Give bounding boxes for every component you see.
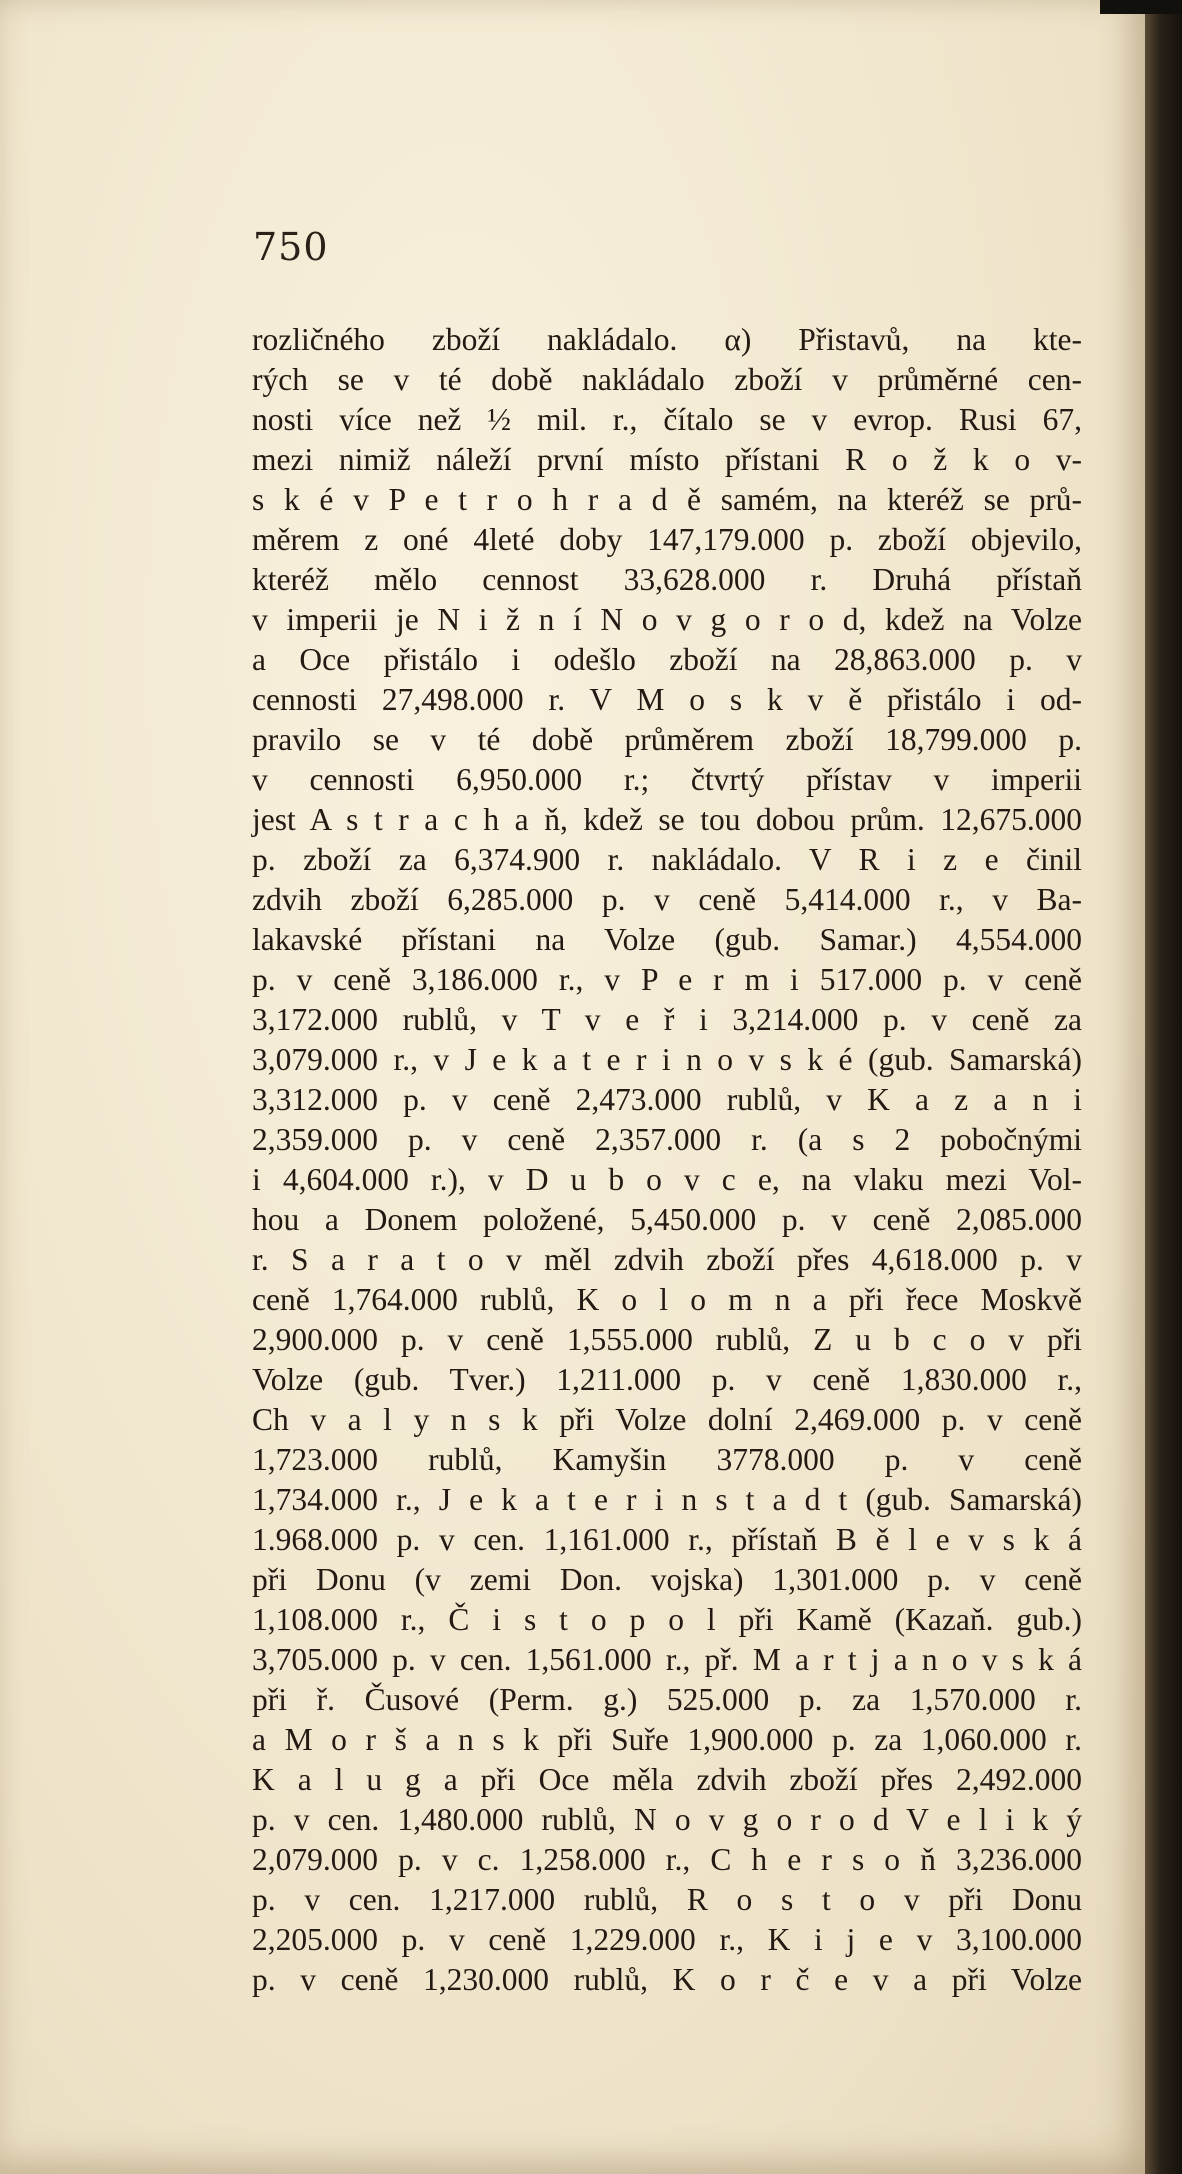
text-line: p. v cen. 1,217.000 rublů, R o s t o v při Donu	[252, 1882, 1082, 1917]
text-line: ceně 1,764.000 rublů, K o l o m n a při řece Moskvě	[252, 1282, 1082, 1317]
text-line: kteréž mělo cennost 33,628.000 r. Druhá přístaň	[252, 562, 1082, 597]
text-line: rozličného zboží nakládalo. α) Přistavů, na kte-	[252, 322, 1082, 357]
text-line: nosti více než ½ mil. r., čítalo se v evrop. Rusi 67,	[252, 402, 1082, 437]
text-line: 1,723.000 rublů, Kamyšin 3778.000 p. v ceně	[252, 1442, 1082, 1477]
text-line: při Donu (v zemi Don. vojska) 1,301.000 p. v ceně	[252, 1562, 1082, 1597]
text-line: K a l u g a při Oce měla zdvih zboží přes 2,492.000	[252, 1762, 1082, 1797]
text-line: rých se v té době nakládalo zboží v průměrné cen-	[252, 362, 1082, 397]
text-line: 3,705.000 p. v cen. 1,561.000 r., př. M a r t j a n o v s k á	[252, 1642, 1082, 1677]
text-line: lakavské přístani na Volze (gub. Samar.) 4,554.000	[252, 922, 1082, 957]
body-text	[252, 320, 1082, 2000]
text-line: hou a Donem položené, 5,450.000 p. v ceně 2,085.000	[252, 1202, 1082, 1237]
text-line: i 4,604.000 r.), v D u b o v c e, na vlaku mezi Vol-	[252, 1162, 1082, 1197]
text-line: 3,312.000 p. v ceně 2,473.000 rublů, v K a z a n i	[252, 1082, 1082, 1117]
text-line: 3,079.000 r., v J e k a t e r i n o v s k é (gub. Samarská)	[252, 1042, 1082, 1077]
text-line: 3,172.000 rublů, v T v e ř i 3,214.000 p. v ceně za	[252, 1002, 1082, 1037]
text-line: jest A s t r a c h a ň, kdež se tou dobou prům. 12,675.000	[252, 802, 1082, 837]
text-line: při ř. Čusové (Perm. g.) 525.000 p. za 1,570.000 r.	[252, 1682, 1082, 1717]
text-line: p. v ceně 3,186.000 r., v P e r m i 517.000 p. v ceně	[252, 962, 1082, 997]
text-line: 1.968.000 p. v cen. 1,161.000 r., přístaň B ě l e v s k á	[252, 1522, 1082, 1557]
text-line: r. S a r a t o v měl zdvih zboží přes 4,618.000 p. v	[252, 1242, 1082, 1277]
text-line: mezi nimiž náleží první místo přístani R o ž k o v-	[252, 442, 1082, 477]
page-number: 750	[253, 225, 329, 269]
text-line: 2,359.000 p. v ceně 2,357.000 r. (a s 2 pobočnými	[252, 1122, 1082, 1157]
text-line: měrem z oné 4leté doby 147,179.000 p. zboží objevilo,	[252, 522, 1082, 557]
text-line: pravilo se v té době průměrem zboží 18,799.000 p.	[252, 722, 1082, 757]
text-line: 1,108.000 r., Č i s t o p o l při Kamě (Kazaň. gub.)	[252, 1602, 1082, 1637]
text-line: cennosti 27,498.000 r. V M o s k v ě přistálo i od-	[252, 682, 1082, 717]
text-line: 2,205.000 p. v ceně 1,229.000 r., K i j e v 3,100.000	[252, 1922, 1082, 1957]
text-line: Ch v a l y n s k při Volze dolní 2,469.000 p. v ceně	[252, 1402, 1082, 1437]
text-line: p. zboží za 6,374.900 r. nakládalo. V R i z e činil	[252, 842, 1082, 877]
text-line: a M o r š a n s k při Suře 1,900.000 p. za 1,060.000 r.	[252, 1722, 1082, 1757]
text-line: p. v ceně 1,230.000 rublů, K o r č e v a při Volze	[252, 1962, 1082, 1997]
text-line: a Oce přistálo i odešlo zboží na 28,863.000 p. v	[252, 642, 1082, 677]
text-line: zdvih zboží 6,285.000 p. v ceně 5,414.000 r., v Ba-	[252, 882, 1082, 917]
book-spine-shadow	[1145, 0, 1182, 2174]
text-line: Volze (gub. Tver.) 1,211.000 p. v ceně 1,830.000 r.,	[252, 1362, 1082, 1397]
text-line: v imperii je N i ž n í N o v g o r o d, kdež na Volze	[252, 602, 1082, 637]
text-line: v cennosti 6,950.000 r.; čtvrtý přístav v imperii	[252, 762, 1082, 797]
text-line: p. v cen. 1,480.000 rublů, N o v g o r o d V e l i k ý	[252, 1802, 1082, 1837]
text-line: 2,900.000 p. v ceně 1,555.000 rublů, Z u b c o v při	[252, 1322, 1082, 1357]
scan-border	[1100, 0, 1182, 14]
text-line: s k é v P e t r o h r a d ě samém, na kteréž se prů-	[252, 482, 1082, 517]
text-line: 1,734.000 r., J e k a t e r i n s t a d t (gub. Samarská)	[252, 1482, 1082, 1517]
text-line: 2,079.000 p. v c. 1,258.000 r., C h e r s o ň 3,236.000	[252, 1842, 1082, 1877]
